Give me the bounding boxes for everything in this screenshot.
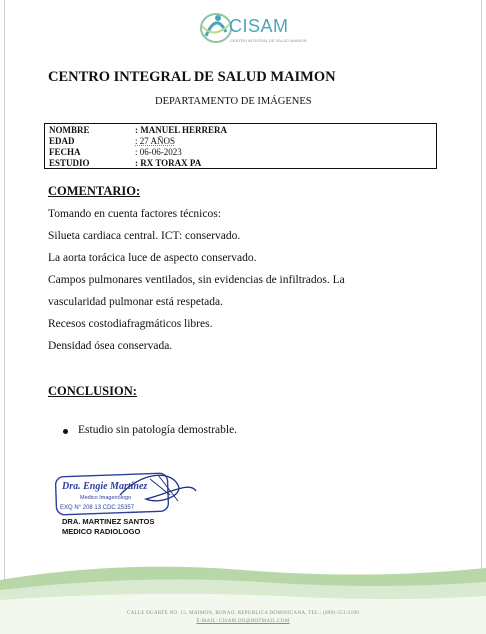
info-row-estudio — [49, 158, 201, 169]
info-value: : MANUEL HERRERA — [135, 125, 228, 135]
footer-email-link[interactable]: E-MAIL: CISAM.DO@HOTMAIL.COM — [196, 619, 290, 624]
comentario-line: Densidad ósea conservada. — [48, 340, 173, 352]
conclusion-heading: CONCLUSION: — [48, 384, 137, 398]
info-label: EDAD — [49, 136, 75, 146]
stamp-exq: EXQ N° 208 13 CDC 25357 — [60, 505, 135, 511]
doctor-stamp — [50, 465, 200, 525]
document-title: CENTRO INTEGRAL DE SALUD MAIMON — [48, 69, 336, 85]
comentario-line: La aorta torácica luce de aspecto conservado. — [48, 252, 257, 264]
department-heading: DEPARTAMENTO DE IMÁGENES — [155, 96, 312, 107]
doctor-name: DRA. MARTINEZ SANTOS — [62, 517, 155, 526]
comentario-line: Recesos costodiafragmáticos libres. — [48, 318, 213, 330]
conclusion-item: Estudio sin patología demostrable. — [78, 424, 238, 436]
logo-text: CISAM — [229, 16, 289, 36]
comentario-line: vascularidad pulmonar está respetada. — [48, 296, 223, 308]
comentario-line: Campos pulmonares ventilados, sin evidencias de infiltrados. La — [48, 274, 345, 286]
info-value: : 27 AÑOS — [135, 136, 176, 146]
doctor-title: MEDICO RADIOLOGO — [62, 527, 141, 536]
bullet-icon — [63, 429, 68, 434]
info-value: : RX TORAX PA — [135, 158, 202, 168]
stamp-role: Medico Imagenólogo — [80, 495, 132, 501]
footer-address: CALLE DUARTE NO. 15, MAIMÓN, BONAO, REPUBLICA DOMINICANA, TEL.: (809)-551-2190 — [126, 611, 360, 616]
info-value: : 06-06-2023 — [135, 147, 182, 157]
stamp-name: Dra. Engie Martínez — [62, 481, 148, 492]
patient-info-box — [44, 123, 437, 169]
comentario-line: Silueta cardiaca central. ICT: conservado. — [48, 230, 241, 242]
info-row-nombre — [49, 125, 227, 136]
comentario-heading: COMENTARIO: — [48, 184, 141, 198]
page-border — [4, 0, 482, 633]
logo-subtitle: CENTRO INTEGRAL DE SALUD MAIMON — [230, 38, 307, 43]
info-label: FECHA — [49, 147, 81, 157]
info-label: ESTUDIO — [49, 158, 90, 168]
info-row-fecha — [49, 147, 182, 158]
info-label: NOMBRE — [49, 125, 90, 135]
info-row-edad — [49, 136, 175, 147]
comentario-line: Tomando en cuenta factores técnicos: — [48, 208, 221, 220]
